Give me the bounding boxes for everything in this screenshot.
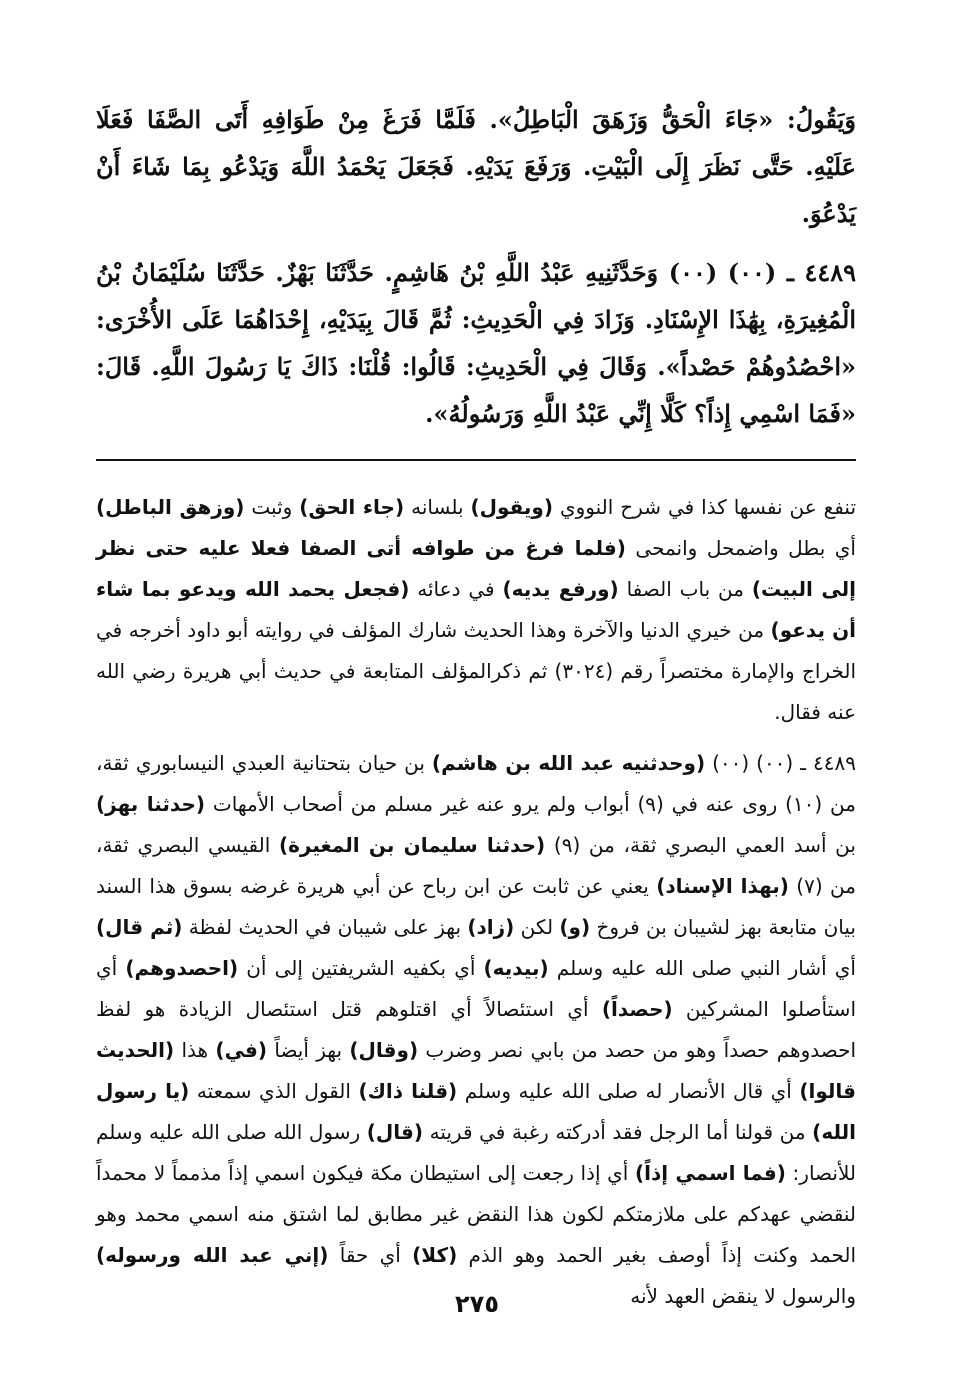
text-segment: أي استأصلوا المشركين [96, 956, 856, 1021]
text-segment: من خيري الدنيا والآخرة وهذا الحديث شارك المؤلف في روايته أبو داود أخرجه في الخراج والإمارة مختصراً رقم (٣٠٢٤) ثم ذكرالمؤلف المتابعة في حديث أبي هريرة رضي الله عنه فقال. [96, 618, 857, 724]
text-segment: أي إذا رجعت إلى استيطان مكة فيكون اسمي إذاً مذمماً لا محمداً لنقضي عهدكم على ملازمتكم لكون هذا النقض غير مطابق لما اشتق منه اسمي محمد وهو الحمد وكنت إذاً أوصف بغير الحمد وهو الذم [96, 1161, 856, 1267]
bold-quote-segment: (و) [559, 915, 591, 939]
bold-quote-segment: (ويقول) [470, 495, 553, 519]
text-segment: أي أشار النبي صلى الله عليه وسلم [548, 956, 856, 980]
footnote-divider [96, 459, 856, 461]
text-segment: ٤٤٨٩ ـ (٠٠) (٠٠) [705, 751, 856, 775]
bold-quote-segment: (قلنا ذاك) [358, 1079, 458, 1103]
hadith-paragraph-1: وَيَقُولُ: «جَاءَ الْحَقُّ وَزَهَقَ الْبَاطِلُ». فَلَمَّا فَرَغَ مِنْ طَوَافِهِ أَتَى الصَّفَا فَعَلَا عَلَيْهِ. حَتَّى نَظَرَ إِلَى الْبَيْتِ. وَرَفَعَ يَدَيْهِ. فَجَعَلَ يَحْمَدُ اللَّهَ وَيَدْعُو بِمَا شَاءَ أَنْ يَدْعُوَ. [96, 105, 856, 228]
text-segment: القول الذي سمعته [189, 1079, 359, 1103]
commentary-paragraph-1 [96, 487, 856, 733]
text-segment: وثبت [244, 495, 300, 519]
text-segment: لكن [514, 915, 560, 939]
bold-quote-segment: (فما اسمي إذاً) [635, 1161, 786, 1185]
page-number: ٢٧٥ [455, 1290, 499, 1318]
bold-quote-segment: (ورفع يديه) [502, 577, 619, 601]
text-segment: أي قال الأنصار له صلى الله عليه وسلم [457, 1079, 800, 1103]
text-segment: أي بكفيه الشريفتين إلى أن [238, 956, 484, 980]
bold-quote-segment: (الحديث قالوا) [96, 1038, 856, 1103]
bold-quote-segment: (إني عبد الله ورسوله) [96, 1243, 329, 1267]
bold-quote-segment: (في) [215, 1038, 268, 1062]
bold-quote-segment: (يا رسول الله) [96, 1079, 856, 1144]
bold-quote-segment: (وقال) [349, 1038, 419, 1062]
bold-quote-segment: (احصدوهم) [125, 956, 239, 980]
text-segment: أي استئصالاً أي اقتلوهم قتل استئصال الزيادة هو لفظ احصدوهم حصداً وهو من حصد من بابي نصر وضرب [96, 997, 857, 1062]
commentary-paragraph-2 [96, 743, 856, 1317]
bold-quote-segment: (ثم قال) [96, 915, 183, 939]
commentary [96, 487, 856, 1317]
text-segment: أي بطل واضمحل وانمحى [625, 536, 856, 560]
bold-quote-segment: (بهذا الإسناد) [656, 874, 789, 898]
bold-quote-segment: (فلما فرغ من طوافه أتى الصفا فعلا عليه حتى نظر إلى البيت) [96, 536, 856, 601]
bold-quote-segment: (كلا) [412, 1243, 458, 1267]
text-segment: بن أسد العمي البصري ثقة، من (٩) [545, 833, 856, 857]
text-segment: بلسانه [404, 495, 471, 519]
bold-quote-segment: (قال) [366, 1120, 424, 1144]
hadith-paragraph-2: ٤٤٨٩ ـ (٠٠) (٠٠) وَحَدَّثَنِيهِ عَبْدُ اللَّهِ بْنُ هَاشِمٍ. حَدَّثَنَا بَهْزٌ. حَدَّثَنَا سُلَيْمَانُ بْنُ الْمُغِيرَةِ، بِهَٰذَا الإِسْنَادِ. وَزَادَ فِي الْحَدِيثِ: ثُمَّ قَالَ بِيَدَيْهِ، إِحْدَاهُمَا عَلَى الأُخْرَى: «احْصُدُوهُمْ حَصْداً». وَقَالَ فِي الْحَدِيثِ: قَالُوا: قُلْنَا: ذَاكَ يَا رَسُولَ اللَّهِ. قَالَ: «فَمَا اسْمِي إِذاً؟ كَلَّا إِنِّي عَبْدُ اللَّهِ وَرَسُولُهُ». [96, 258, 856, 428]
text-segment: يعني عن ثابت عن ابن رباح عن أبي هريرة غرضه بسوق هذا السند بيان متابعة بهز لشيبان بن فروخ [96, 874, 856, 939]
bold-quote-segment: (زاد) [467, 915, 515, 939]
hadith-text [96, 96, 856, 437]
bold-quote-segment: (وحدثنيه عبد الله بن هاشم) [431, 751, 706, 775]
bold-quote-segment: (حصداً) [601, 997, 673, 1021]
text-segment: تنفع عن نفسها كذا في شرح النووي [553, 495, 857, 519]
bold-quote-segment: (حدثنا بهز) [96, 792, 206, 816]
text-segment: بن حيان بتحتانية العبدي النيسابوري ثقة، من (١٠) روى عنه في (٩) أبواب ولم يرو عنه غير مسلم من أصحاب الأمهات [96, 751, 856, 816]
text-segment: والرسول لا ينقض العهد لأنه [630, 1284, 856, 1308]
text-segment: القيسي البصري ثقة، من (٧) [96, 833, 856, 898]
text-segment: في دعائه [409, 577, 503, 601]
text-segment: أي حقاً [328, 1243, 413, 1267]
bold-quote-segment: (بيديه) [483, 956, 549, 980]
text-segment: من باب الصفا [618, 577, 752, 601]
bold-quote-segment: (وزهق الباطل) [96, 495, 245, 519]
bold-quote-segment: (فجعل يحمد الله ويدعو بما شاء أن يدعو) [96, 577, 856, 642]
bold-quote-segment: (حدثنا سليمان بن المغيرة) [278, 833, 546, 857]
text-segment: هذا [174, 1038, 216, 1062]
text-segment: من قولنا أما الرجل فقد أدركته رغبة في قريته [423, 1120, 813, 1144]
bold-quote-segment: (جاء الحق) [299, 495, 405, 519]
text-segment: رسول الله صلى الله عليه وسلم للأنصار: [96, 1120, 856, 1185]
text-segment: بهز أيضاً [267, 1038, 350, 1062]
text-segment: بهز على شيبان في الحديث لفظة [182, 915, 468, 939]
